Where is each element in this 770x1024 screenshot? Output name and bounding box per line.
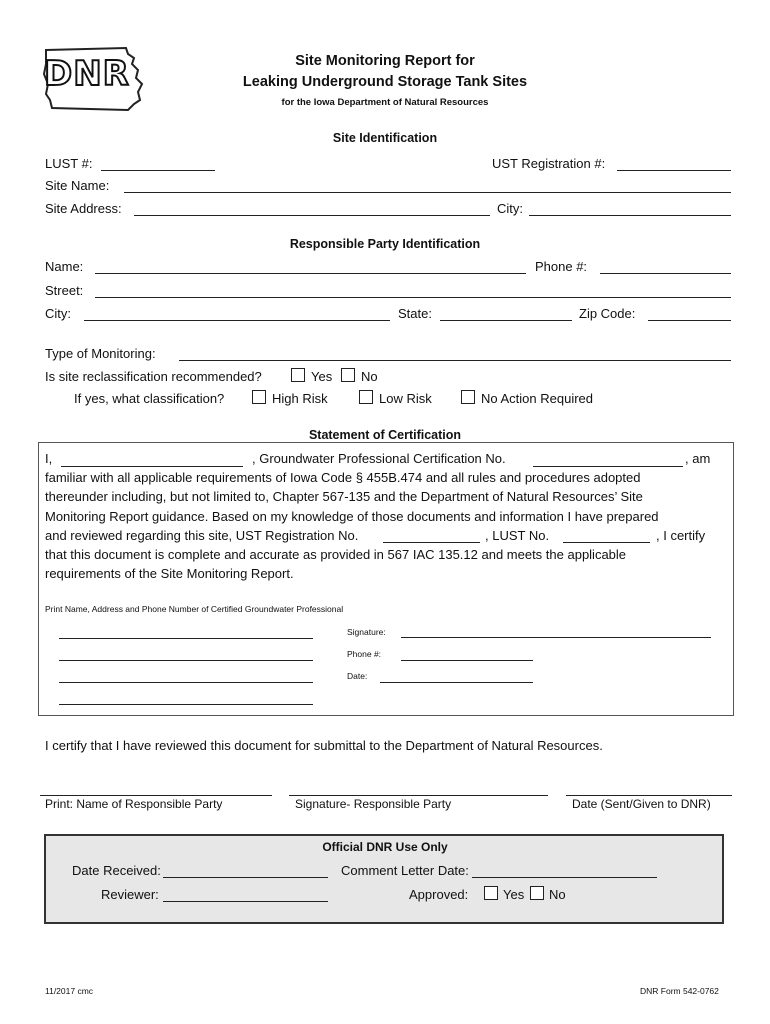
title-line-2: Leaking Underground Storage Tank Sites (242, 74, 528, 90)
responsible-party-heading: Responsible Party Identification (289, 237, 481, 251)
rp-print-name-label: Print: Name of Responsible Party (45, 797, 223, 811)
cert-print-label: Print Name, Address and Phone Number of Certified Groundwater Professional (45, 604, 344, 614)
rp-zip-field[interactable] (648, 320, 731, 321)
cert-date-label: Date: (347, 671, 368, 681)
rp-zip-label: Zip Code: (579, 306, 636, 321)
title-line-1: Site Monitoring Report for (295, 53, 475, 69)
high-risk-checkbox[interactable] (252, 390, 266, 404)
rp-street-field[interactable] (95, 297, 731, 298)
reclass-yes-label: Yes (311, 369, 333, 384)
responsible-certify-statement: I certify that I have reviewed this document for submittal to the Department of Natural Resources. (45, 738, 603, 753)
cert-line3: thereunder including, but not limited to, Chapter 567-135 and the Department of Natural Resources’ Site (45, 489, 643, 504)
rp-signature-field[interactable] (289, 795, 548, 796)
dnr-use-heading: Official DNR Use Only (322, 840, 448, 854)
cert-line5-b: , LUST No. (485, 528, 550, 543)
type-of-monitoring-field[interactable] (179, 360, 731, 361)
approved-yes-label: Yes (503, 887, 525, 902)
site-name-field[interactable] (124, 192, 731, 193)
footer-right: DNR Form 542-0762 (640, 986, 719, 996)
dnr-logo (40, 44, 146, 112)
site-name-label: Site Name: (45, 178, 110, 193)
low-risk-checkbox[interactable] (359, 390, 373, 404)
rp-state-label: State: (398, 306, 432, 321)
rp-city-field[interactable] (84, 320, 390, 321)
reclass-no-label: No (361, 369, 378, 384)
cert-line5-a: and reviewed regarding this site, UST Registration No. (45, 528, 359, 543)
low-risk-label: Low Risk (379, 391, 432, 406)
ust-registration-field[interactable] (617, 170, 731, 171)
reclassification-question: Is site reclassification recommended? (45, 369, 262, 384)
rp-signature-label: Signature- Responsible Party (295, 797, 452, 811)
high-risk-label: High Risk (272, 391, 328, 406)
reclass-no-checkbox[interactable] (341, 368, 355, 382)
cert-ust-reg-field[interactable] (383, 542, 480, 543)
rp-name-label: Name: (45, 259, 84, 274)
rp-date-label: Date (Sent/Given to DNR) (572, 797, 711, 811)
no-action-checkbox[interactable] (461, 390, 475, 404)
date-received-label: Date Received: (72, 863, 161, 878)
ust-registration-label: UST Registration #: (492, 156, 606, 171)
rp-state-field[interactable] (440, 320, 572, 321)
site-city-field[interactable] (529, 215, 731, 216)
lust-label: LUST #: (45, 156, 93, 171)
cert-phone-field[interactable] (401, 660, 533, 661)
cert-signature-label: Signature: (347, 627, 386, 637)
cert-line6: that this document is complete and accurate as provided in 567 IAC 135.12 and meets the applicable (45, 547, 627, 562)
approved-label: Approved: (409, 887, 469, 902)
cert-line1-c: , am (685, 451, 711, 466)
rp-date-field[interactable] (566, 795, 732, 796)
rp-phone-field[interactable] (600, 273, 731, 274)
logo-text: DNR (44, 54, 130, 94)
lust-field[interactable] (101, 170, 215, 171)
cert-number-field[interactable] (533, 466, 683, 467)
cert-line2: familiar with all applicable requirements of Iowa Code § 455B.474 and all rules and procedures adopted (45, 470, 641, 485)
cert-name-field[interactable] (61, 466, 243, 467)
cert-signature-field[interactable] (401, 637, 711, 638)
classification-question: If yes, what classification? (74, 391, 225, 406)
certification-heading: Statement of Certification (308, 428, 462, 442)
reviewer-label: Reviewer: (101, 887, 159, 902)
site-address-label: Site Address: (45, 201, 122, 216)
rp-city-label: City: (45, 306, 71, 321)
rp-phone-label: Phone #: (535, 259, 588, 274)
cert-line7: requirements of the Site Monitoring Report. (45, 566, 294, 581)
cert-print-line-4[interactable] (59, 704, 313, 705)
site-city-label: City: (497, 201, 523, 216)
type-of-monitoring-label: Type of Monitoring: (45, 346, 156, 361)
cert-line1-a: I, (45, 451, 53, 466)
approved-yes-checkbox[interactable] (484, 886, 498, 900)
site-address-field[interactable] (134, 215, 490, 216)
rp-street-label: Street: (45, 283, 84, 298)
approved-no-label: No (549, 887, 566, 902)
cert-line4: Monitoring Report guidance. Based on my knowledge of those documents and information I have prepared (45, 509, 659, 524)
subtitle: for the Iowa Department of Natural Resources (281, 97, 489, 108)
date-received-field[interactable] (163, 877, 328, 878)
footer-left: 11/2017 cmc (45, 986, 94, 996)
approved-no-checkbox[interactable] (530, 886, 544, 900)
cert-print-line-1[interactable] (59, 638, 313, 639)
reclass-yes-checkbox[interactable] (291, 368, 305, 382)
cert-print-line-3[interactable] (59, 682, 313, 683)
cert-phone-label: Phone #: (347, 649, 382, 659)
cert-line5-c: , I certify (656, 528, 706, 543)
rp-name-field[interactable] (95, 273, 526, 274)
site-identification-heading: Site Identification (332, 131, 438, 145)
no-action-label: No Action Required (481, 391, 594, 406)
cert-print-line-2[interactable] (59, 660, 313, 661)
rp-print-name-field[interactable] (40, 795, 272, 796)
comment-letter-label: Comment Letter Date: (341, 863, 469, 878)
cert-date-field[interactable] (380, 682, 533, 683)
reviewer-field[interactable] (163, 901, 328, 902)
cert-lust-field[interactable] (563, 542, 650, 543)
comment-letter-field[interactable] (472, 877, 657, 878)
cert-line1-b: , Groundwater Professional Certification No. (252, 451, 506, 466)
